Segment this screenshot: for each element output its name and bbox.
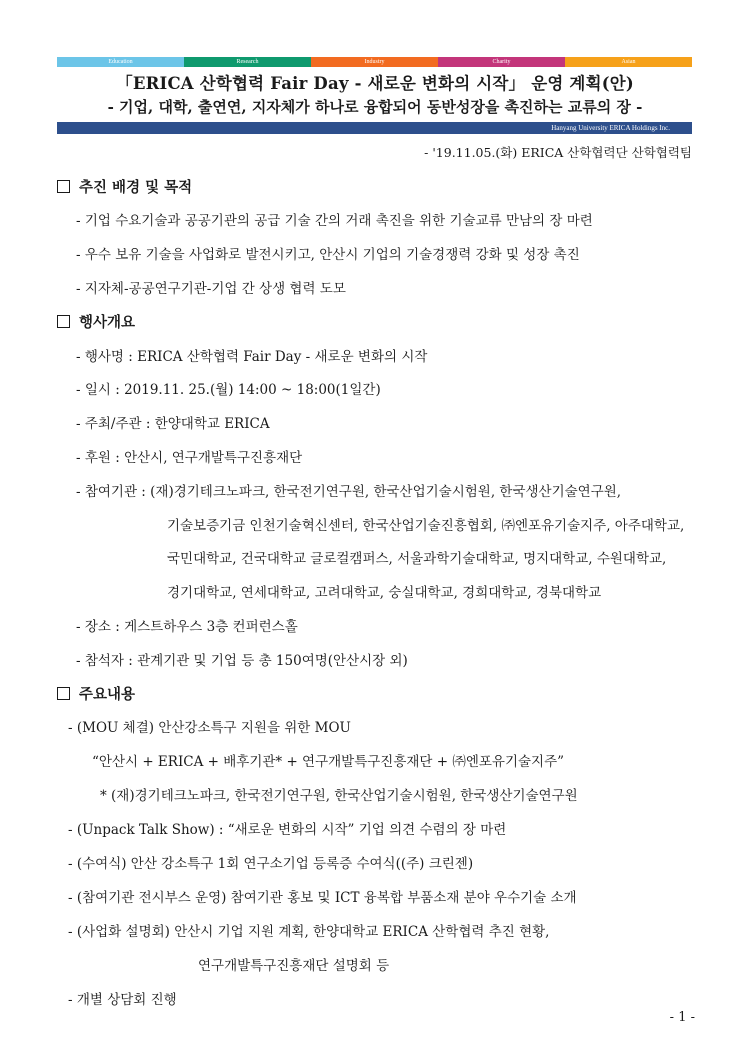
section-heading-text: 주요내용 bbox=[79, 686, 136, 703]
list-item: - 지자체-공공연구기관-기업 간 상생 협력 도모 bbox=[76, 281, 346, 297]
section-heading-overview bbox=[57, 311, 135, 332]
event-participants-cont: 국민대학교, 건국대학교 글로컬캠퍼스, 서울과학기술대학교, 명지대학교, 수원대학교, bbox=[167, 551, 667, 567]
main-item-mou-note: * (재)경기테크노파크, 한국전기연구원, 한국산업기술시험원, 한국생산기술연구원 bbox=[100, 788, 578, 804]
main-item-booth: - (참여기관 전시부스 운영) 참여기관 홍보 및 ICT 융복합 부품소재 분야 우수기술 소개 bbox=[68, 890, 577, 906]
main-item-award: - (수여식) 안산 강소특구 1회 연구소기업 등록증 수여식((주) 크린젠) bbox=[68, 856, 474, 872]
event-participants: - 참여기관 : (재)경기테크노파크, 한국전기연구원, 한국산업기술시험원, 한국생산기술연구원, bbox=[76, 484, 622, 500]
document-subtitle: - 기업, 대학, 출연연, 지자체가 하나로 융합되어 동반성장을 촉진하는 교류의 장 - bbox=[107, 98, 643, 116]
event-participants-cont: 경기대학교, 연세대학교, 고려대학교, 숭실대학교, 경희대학교, 경북대학교 bbox=[167, 585, 602, 601]
main-item-mou-parties: “안산시 + ERICA + 배후기관* + 연구개발특구진흥재단 + ㈜엔포유기술지주” bbox=[92, 754, 565, 770]
banner-segment-asian: Asian bbox=[565, 57, 692, 67]
banner-segment-research: Research bbox=[184, 57, 311, 67]
event-venue: - 장소 : 게스트하우스 3층 컨퍼런스홀 bbox=[76, 619, 298, 635]
section-heading-background bbox=[57, 176, 192, 197]
section-heading-text: 추진 배경 및 목적 bbox=[79, 179, 193, 196]
banner-footer-org: Hanyang University ERICA Holdings Inc. bbox=[551, 124, 670, 132]
list-item: - 우수 보유 기술을 사업화로 발전시키고, 안산시 기업의 기술경쟁력 강화 및 성장 촉진 bbox=[76, 247, 580, 263]
event-sponsor: - 후원 : 안산시, 연구개발특구진흥재단 bbox=[76, 450, 303, 466]
banner-footer-bar bbox=[57, 122, 692, 134]
section-heading-text: 행사개요 bbox=[79, 314, 136, 331]
banner-segment-education: Education bbox=[57, 57, 184, 67]
main-item-consult: - 개별 상담회 진행 bbox=[68, 992, 177, 1008]
event-host: - 주최/주관 : 한양대학교 ERICA bbox=[76, 416, 270, 432]
event-name: - 행사명 : ERICA 산학협력 Fair Day - 새로운 변화의 시작 bbox=[76, 349, 428, 365]
event-attendees: - 참석자 : 관계기관 및 기업 등 총 150여명(안산시장 외) bbox=[76, 653, 408, 669]
main-item-talk-show: - (Unpack Talk Show) : “새로운 변화의 시작” 기업 의견 수렴의 장 마련 bbox=[68, 822, 507, 838]
section-heading-main bbox=[57, 683, 135, 704]
date-author-line: - '19.11.05.(화) ERICA 산학협력단 산학협력팀 bbox=[424, 145, 692, 160]
page-number: - 1 - bbox=[669, 1010, 695, 1025]
list-item: - 기업 수요기술과 공공기관의 공급 기술 간의 거래 촉진을 위한 기술교류 만남의 장 마련 bbox=[76, 213, 593, 229]
checkbox-square-icon bbox=[57, 687, 70, 700]
main-item-briefing: - (사업화 설명회) 안산시 기업 지원 계획, 한양대학교 ERICA 산학협력 추진 현황, bbox=[68, 924, 550, 940]
checkbox-square-icon bbox=[57, 315, 70, 328]
document-title: 「ERICA 산학협력 Fair Day - 새로운 변화의 시작」 운영 계획(안) bbox=[116, 74, 634, 93]
banner-segment-charity: Charity bbox=[438, 57, 565, 67]
banner-segment-industry: Industry bbox=[311, 57, 438, 67]
main-item-mou: - (MOU 체결) 안산강소특구 지원을 위한 MOU bbox=[68, 720, 351, 736]
event-date: - 일시 : 2019.11. 25.(월) 14:00 ~ 18:00(1일간) bbox=[76, 382, 381, 398]
event-participants-cont: 기술보증기금 인천기술혁신센터, 한국산업기술진흥협회, ㈜엔포유기술지주, 아주대학교, bbox=[167, 518, 685, 534]
checkbox-square-icon bbox=[57, 180, 70, 193]
banner-color-bar bbox=[57, 57, 692, 67]
main-item-briefing-cont: 연구개발특구진흥재단 설명회 등 bbox=[198, 958, 390, 974]
